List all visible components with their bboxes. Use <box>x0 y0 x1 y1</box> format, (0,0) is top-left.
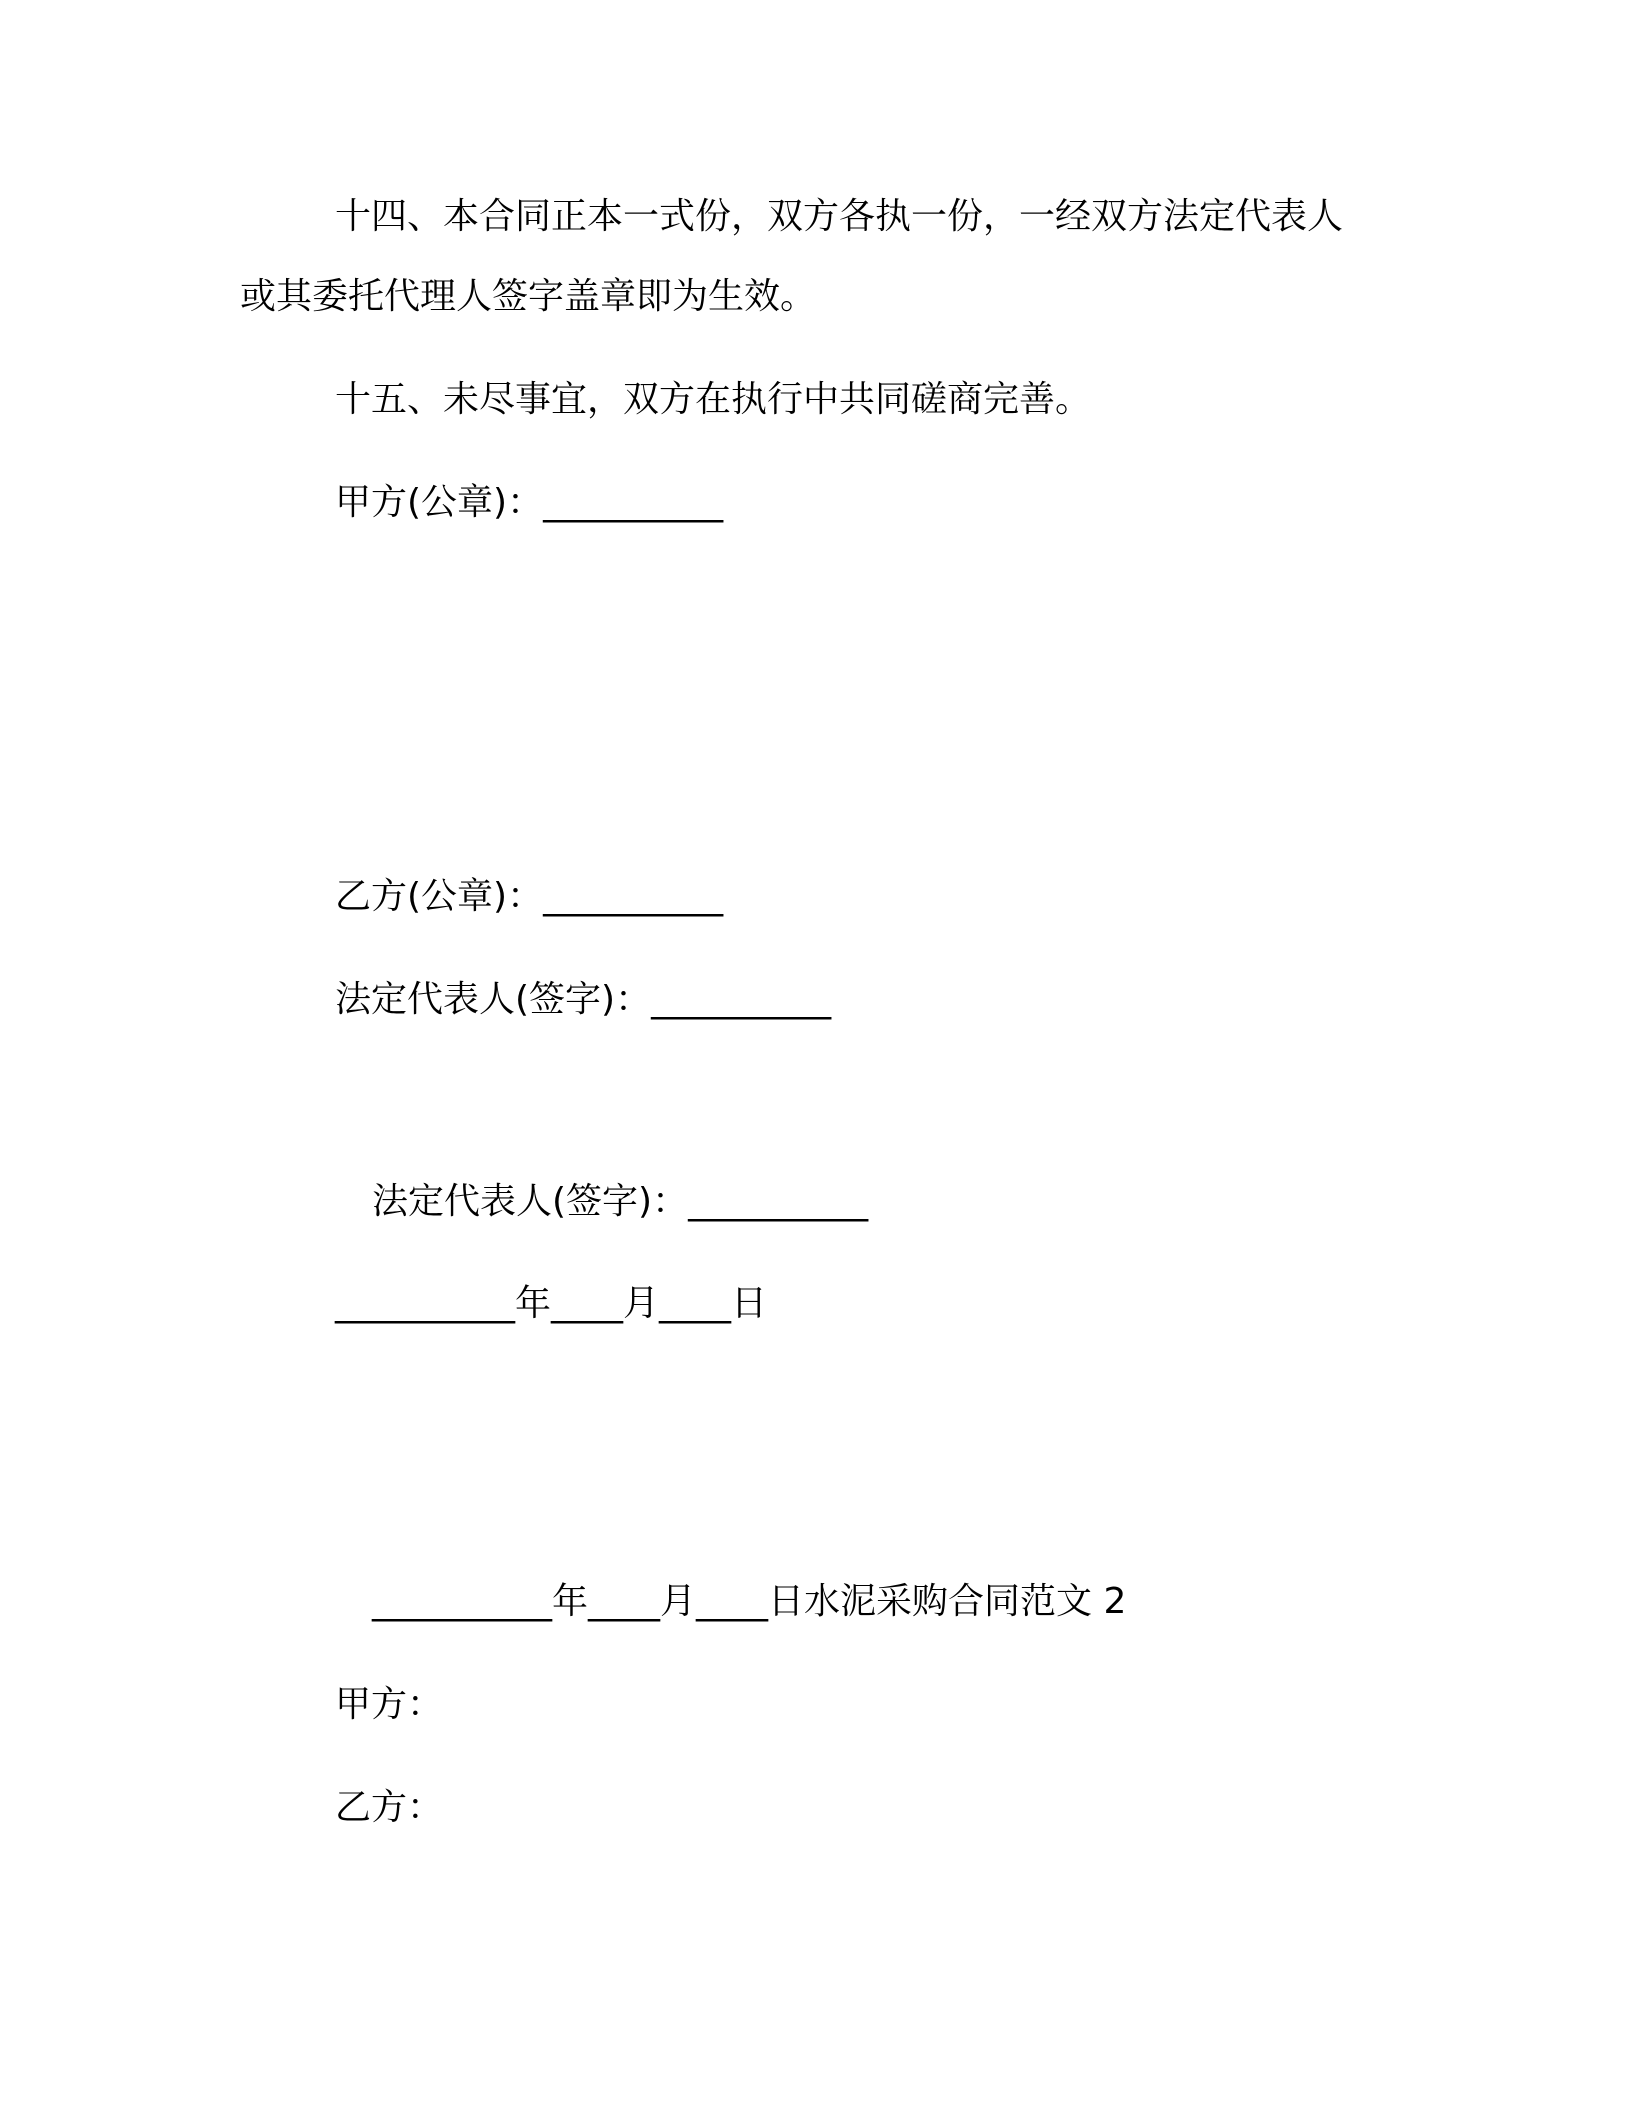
next-contract-title: __________年____月____日水泥采购合同范文 2 <box>372 1581 1127 1622</box>
clause-15: 十五、未尽事宜，双方在执行中共同磋商完善。 <box>335 379 1092 420</box>
party-a-label: 甲方： <box>335 1684 444 1725</box>
clause-14-line-1: 十四、本合同正本一式份，双方各执一份，一经双方法定代表人 <box>335 196 1344 237</box>
party-b-seal-line: 乙方(公章)：__________ <box>335 876 724 917</box>
party-b-label: 乙方： <box>335 1787 444 1828</box>
legal-representative-signature-2: 法定代表人(签字)：__________ <box>372 1181 869 1222</box>
clause-14-line-2: 或其委托代理人签字盖章即为生效。 <box>240 276 817 317</box>
party-a-seal-line: 甲方(公章)：__________ <box>335 482 724 523</box>
signing-date-line: __________年____月____日 <box>335 1283 767 1324</box>
legal-representative-signature-1: 法定代表人(签字)：__________ <box>335 979 832 1020</box>
